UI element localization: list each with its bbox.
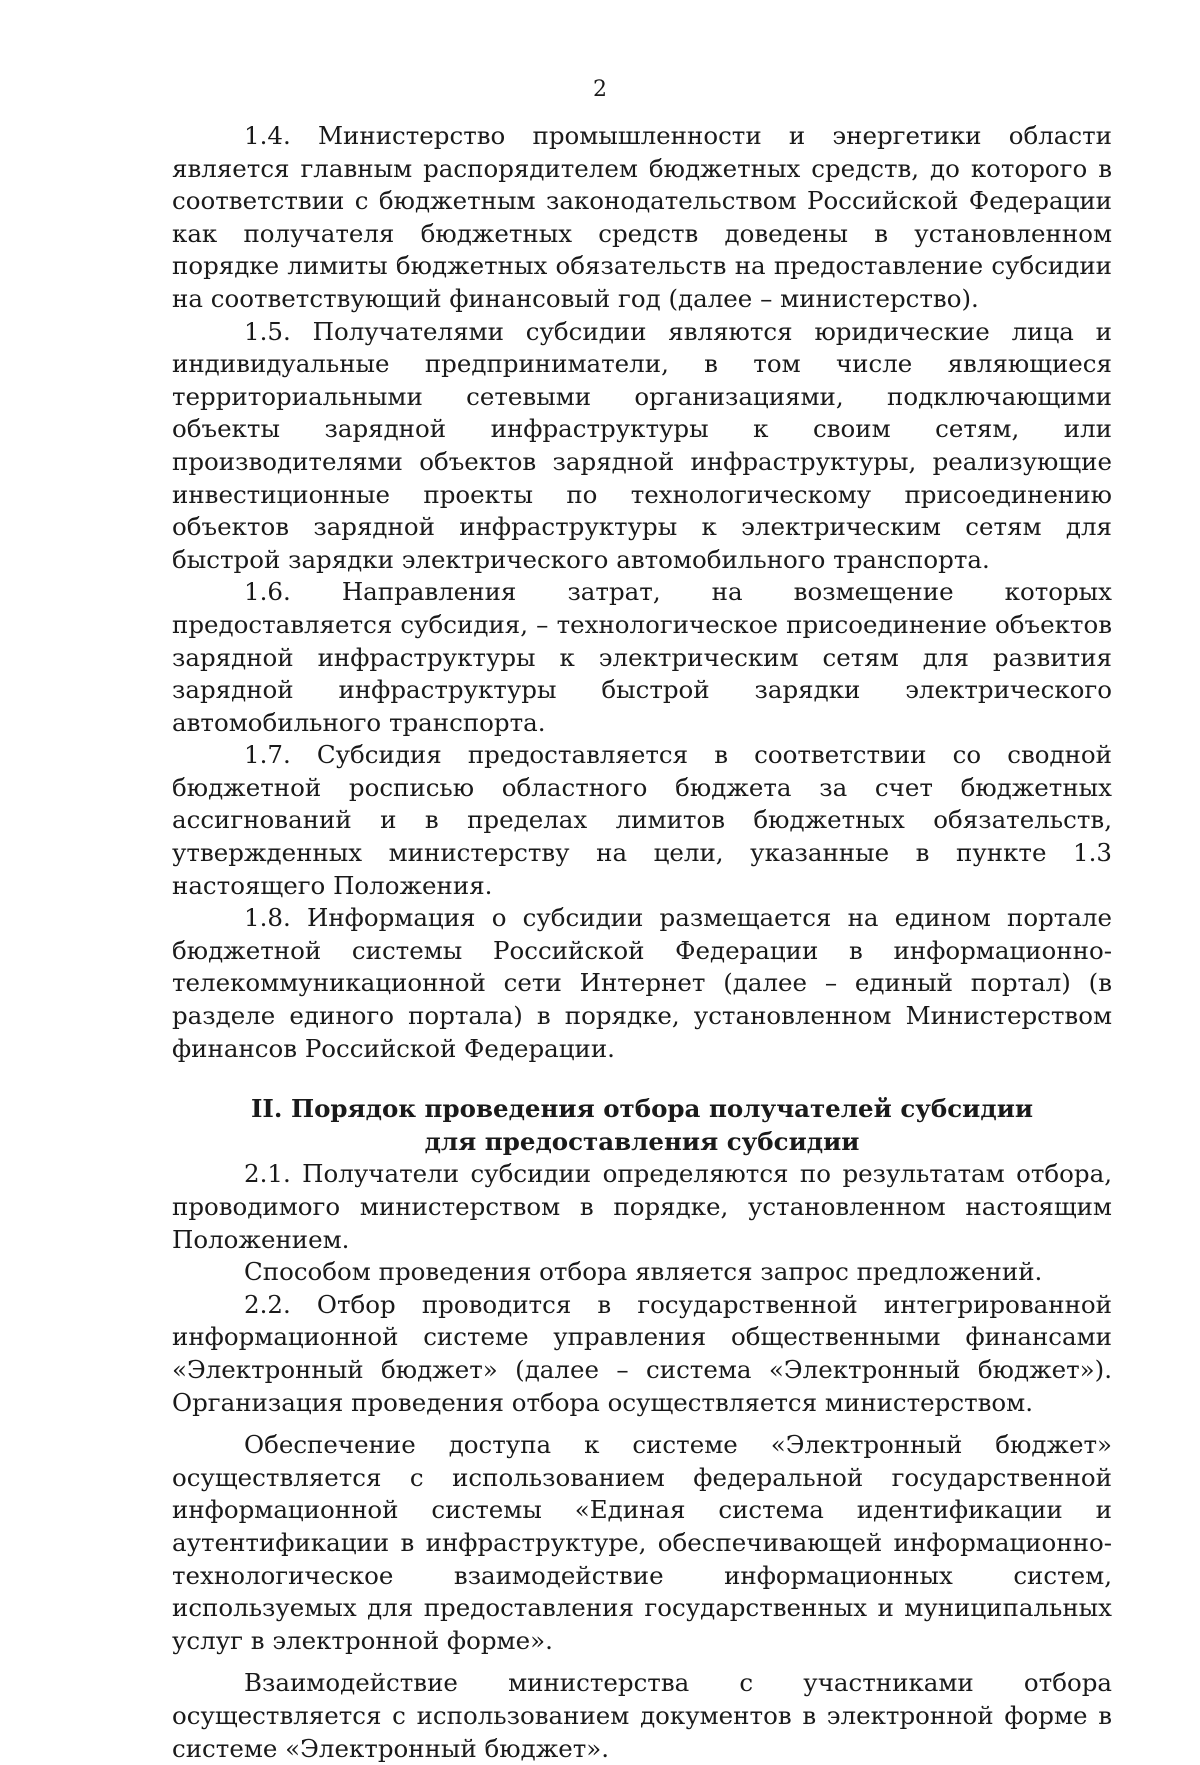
section-2-heading <box>172 1093 1112 1158</box>
section-2-heading-line-1: II. Порядок проведения отбора получателей субсидии <box>250 1094 1034 1124</box>
paragraph-2-1: 2.1. Получатели субсидии определяются по результатам отбора, проводимого министерством в порядке, установленном настоящим Положением. <box>172 1159 1112 1254</box>
paragraph-1-7: 1.7. Субсидия предоставляется в соответствии со сводной бюджетной росписью областного бюджета за счет бюджетных ассигнований и в пределах лимитов бюджетных обязательств, утвержденных министерству на цели, указанные в пункте 1.3 настоящего Положения. <box>172 740 1112 900</box>
paragraph-2-2: 2.2. Отбор проводится в государственной интегрированной информационной системе управления общественными финансами «Электронный бюджет» (далее – система «Электронный бюджет»). Организация проведения отбора осуществляется министерством. <box>172 1289 1112 1417</box>
paragraph-1-5: 1.5. Получателями субсидии являются юридические лица и индивидуальные предприниматели, в том числе являющиеся территориальными сетевыми организациями, подключающими объекты зарядной инфраструктуры к своим сетям, или производителями объектов зарядной инфраструктуры, реализующие инвестиционные проекты по технологическому присоединению объектов зарядной инфраструктуры к электрическим сетям для быстрой зарядки электрического автомобильного транспорта. <box>172 316 1112 574</box>
paragraph-selection-method: Способом проведения отбора является запрос предложений. <box>244 1257 1043 1287</box>
paragraph-1-6: 1.6. Направления затрат, на возмещение которых предоставляется субсидия, – технологическое присоединение объектов зарядной инфраструктуры к электрическим сетям для развития зарядной инфраструктуры быстрой зарядки электрического автомобильного транспорта. <box>172 577 1112 737</box>
section-2-heading-line-2: для предоставления субсидии <box>424 1126 860 1156</box>
paragraph-1-4: 1.4. Министерство промышленности и энергетики области является главным распорядителем бюджетных средств, до которого в соответствии с бюджетным законодательством Российской Федерации как получателя бюджетных средств доведены в установленном порядке лимиты бюджетных обязательств на предоставление субсидии на соответствующий финансовый год (далее – министерство). <box>172 121 1112 313</box>
page-number: 2 <box>593 77 607 102</box>
document-body <box>172 120 1112 1765</box>
paragraph-system-access: Обеспечение доступа к системе «Электронный бюджет» осуществляется с использованием федеральной государственной информационной системы «Единая система идентификации и аутентификации в инфраструктуре, обеспечивающей информационно-технологическое взаимодействие информационных систем, используемых для предоставления государственных и муниципальных услуг в электронной форме». <box>172 1430 1112 1655</box>
paragraph-1-8: 1.8. Информация о субсидии размещается на едином портале бюджетной системы Российской Федерации в информационно-телекоммуникационной сети Интернет (далее – единый портал) (в разделе единого портала) в порядке, установленном Министерством финансов Российской Федерации. <box>172 903 1112 1063</box>
paragraph-interaction: Взаимодействие министерства с участниками отбора осуществляется с использованием документов в электронной форме в системе «Электронный бюджет». <box>172 1668 1112 1763</box>
